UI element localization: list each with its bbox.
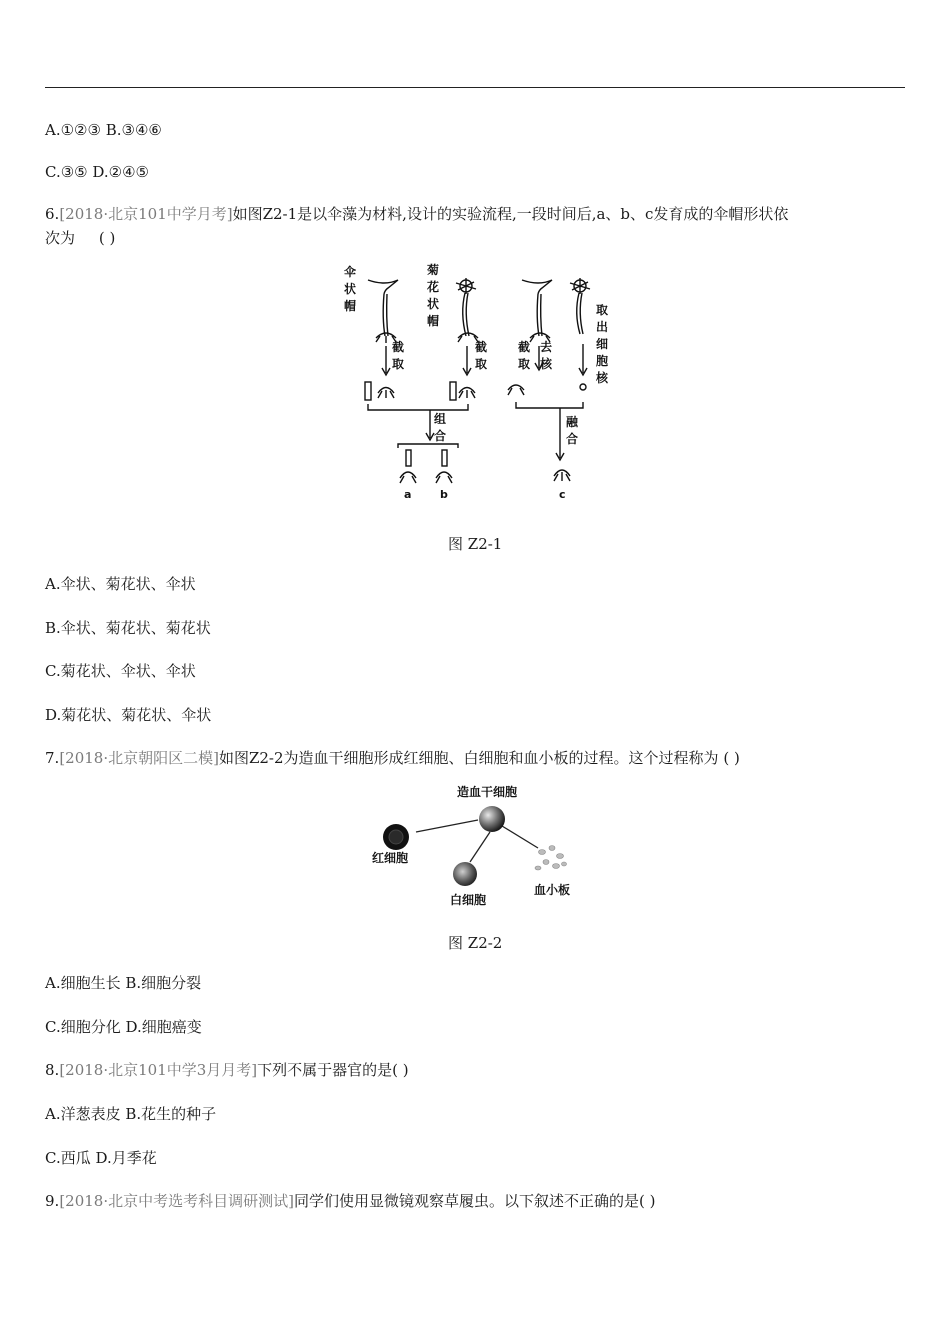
q7-paren: ( ): [723, 749, 740, 767]
q6-stem-line2: [45, 227, 115, 249]
label-denucleate-0: 去: [540, 340, 553, 354]
cut-rhizoid-1: [378, 388, 394, 399]
figure-z2-1: [330, 258, 620, 508]
label-combine-1: 合: [434, 429, 447, 443]
q6-text: 如图Z2-1是以伞藻为材料,设计的实验流程,一段时间后,a、b、c发育成的伞帽形状依: [232, 205, 789, 223]
q6-text-2: 次为: [45, 229, 76, 247]
q6-source: [2018·北京101中学月考]: [59, 205, 233, 223]
umbrella-cap-2: [522, 280, 552, 294]
label-umbrella-0: 伞: [344, 265, 357, 279]
q8-source: [2018·北京101中学3月月考]: [59, 1061, 258, 1079]
label-b: b: [440, 488, 448, 501]
result-c-rhizoid: [554, 470, 570, 481]
q6-stem-line1: [45, 203, 788, 225]
header-rule: [45, 87, 905, 88]
label-extract-2: 细: [596, 337, 609, 351]
q8-text: 下列不属于器官的是: [257, 1061, 393, 1079]
label-chrys-1: 花: [427, 280, 440, 294]
label-umbrella-1: 状: [344, 282, 357, 296]
label-chrys-0: 菊: [427, 263, 440, 277]
q9-number: 9.: [45, 1192, 60, 1210]
nucleus: [580, 384, 586, 390]
white-cell-label: 白细胞: [450, 893, 487, 907]
label-umbrella-2: 帽: [344, 299, 357, 313]
label-extract-1: 出: [596, 320, 609, 334]
label-extract-4: 核: [596, 371, 609, 385]
q5-options-ab: A.①②③ B.③④⑥: [45, 121, 162, 139]
q7-source: [2018·北京朝阳区二模]: [59, 749, 219, 767]
label-fuse-1: 合: [566, 432, 579, 446]
label-cut3-0: 截: [518, 340, 531, 354]
label-extract-0: 取: [596, 303, 609, 317]
label-a: a: [404, 488, 412, 501]
label-chrys-3: 帽: [427, 314, 440, 328]
platelets: [535, 846, 567, 871]
label-c: c: [559, 488, 566, 501]
stem-cell-label: 造血干细胞: [457, 785, 518, 799]
stem-cell: [479, 806, 505, 832]
result-b-stalk: [442, 450, 447, 466]
q9-text: 同学们使用显微镜观察草履虫。以下叙述不正确的是: [293, 1192, 639, 1210]
label-denucleate-1: 核: [540, 357, 553, 371]
label-cut3-1: 取: [518, 357, 531, 371]
q6-option-c: C.菊花状、伞状、伞状: [45, 662, 196, 680]
denucleated-rhizoid: [508, 385, 524, 395]
umbrella-cap-1: [368, 280, 398, 294]
cut-rhizoid-2: [459, 388, 475, 399]
cut-stalk-1: [365, 382, 371, 400]
result-b-rhizoid: [436, 472, 452, 483]
q6-paren: ( ): [98, 229, 116, 247]
label-chrys-2: 状: [427, 297, 440, 311]
q6-option-b: B.伞状、菊花状、菊花状: [45, 619, 211, 637]
q9-stem: [45, 1190, 655, 1212]
q8-options-ab: A.洋葱表皮 B.花生的种子: [45, 1105, 217, 1123]
label-extract-3: 胞: [596, 354, 609, 368]
q9-source: [2018·北京中考选考科目调研测试]: [59, 1192, 294, 1210]
q7-options-cd: C.细胞分化 D.细胞癌变: [45, 1018, 202, 1036]
q6-number: 6.: [45, 205, 60, 223]
platelet-label: 血小板: [534, 883, 571, 897]
q5-options-cd: C.③⑤ D.②④⑤: [45, 163, 149, 181]
q9-paren: ( ): [638, 1192, 656, 1210]
label-combine-0: 组: [434, 412, 447, 426]
cut-stalk-2: [450, 382, 456, 400]
figure-z2-1-caption: 图 Z2-1: [448, 535, 503, 553]
label-fuse-0: 融: [566, 415, 579, 429]
q7-options-ab: A.细胞生长 B.细胞分裂: [45, 974, 202, 992]
white-blood-cell: [453, 862, 477, 886]
q7-stem: [45, 747, 740, 769]
q7-text: 如图Z2-2为造血干细胞形成红细胞、白细胞和血小板的过程。这个过程称为: [218, 749, 719, 767]
q8-options-cd: C.西瓜 D.月季花: [45, 1149, 157, 1167]
q8-stem: [45, 1059, 409, 1081]
label-cut2-0: 截: [475, 340, 488, 354]
figure-z2-2: [360, 782, 590, 912]
result-a-stalk: [406, 450, 411, 466]
q8-paren: ( ): [392, 1061, 409, 1079]
label-cut-0: 截: [392, 340, 405, 354]
label-cut2-1: 取: [475, 357, 488, 371]
q6-option-a: A.伞状、菊花状、伞状: [45, 575, 196, 593]
q7-number: 7.: [45, 749, 60, 767]
result-a-rhizoid: [400, 472, 416, 483]
figure-z2-2-caption: 图 Z2-2: [448, 934, 503, 952]
q8-number: 8.: [45, 1061, 60, 1079]
label-cut-1: 取: [392, 357, 405, 371]
q6-option-d: D.菊花状、菊花状、伞状: [45, 706, 212, 724]
red-cell-label: 红细胞: [372, 851, 409, 865]
